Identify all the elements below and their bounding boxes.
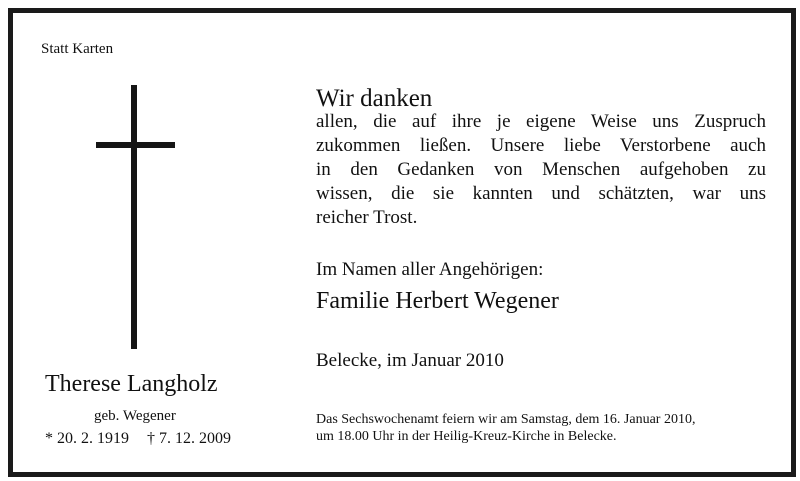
signature-intro: Im Namen aller Angehörigen:	[316, 259, 544, 280]
life-dates	[45, 430, 231, 448]
notice-line: Das Sechswochenamt feiern wir am Samstag, dem 16. Januar 2010,	[316, 412, 696, 427]
thanks-message	[316, 110, 766, 230]
obituary-card	[8, 8, 796, 477]
message-line: in den Gedanken von Menschen aufgehoben zu	[316, 159, 766, 180]
cross-horizontal-bar	[96, 142, 175, 148]
mass-notice	[316, 411, 776, 445]
message-line: reicher Trost.	[316, 207, 418, 228]
maiden-name: geb. Wegener	[94, 408, 176, 424]
place-date: Belecke, im Januar 2010	[316, 350, 504, 371]
statt-karten-label: Statt Karten	[41, 41, 114, 57]
notice-line: um 18.00 Uhr in der Heilig-Kreuz-Kirche in Belecke.	[316, 429, 617, 444]
message-line: allen, die auf ihre je eigene Weise uns Zuspruch	[316, 111, 766, 132]
death-date: † 7. 12. 2009	[147, 430, 231, 447]
thanks-heading: Wir danken	[316, 85, 433, 112]
family-name: Familie Herbert Wegener	[316, 288, 559, 314]
message-line: wissen, die sie kannten und schätzten, war uns	[316, 183, 766, 204]
cross-vertical-bar	[131, 85, 137, 349]
birth-date: * 20. 2. 1919	[45, 430, 129, 447]
message-line: zukommen ließen. Unsere liebe Verstorbene auch	[316, 135, 766, 156]
deceased-name: Therese Langholz	[45, 371, 218, 397]
